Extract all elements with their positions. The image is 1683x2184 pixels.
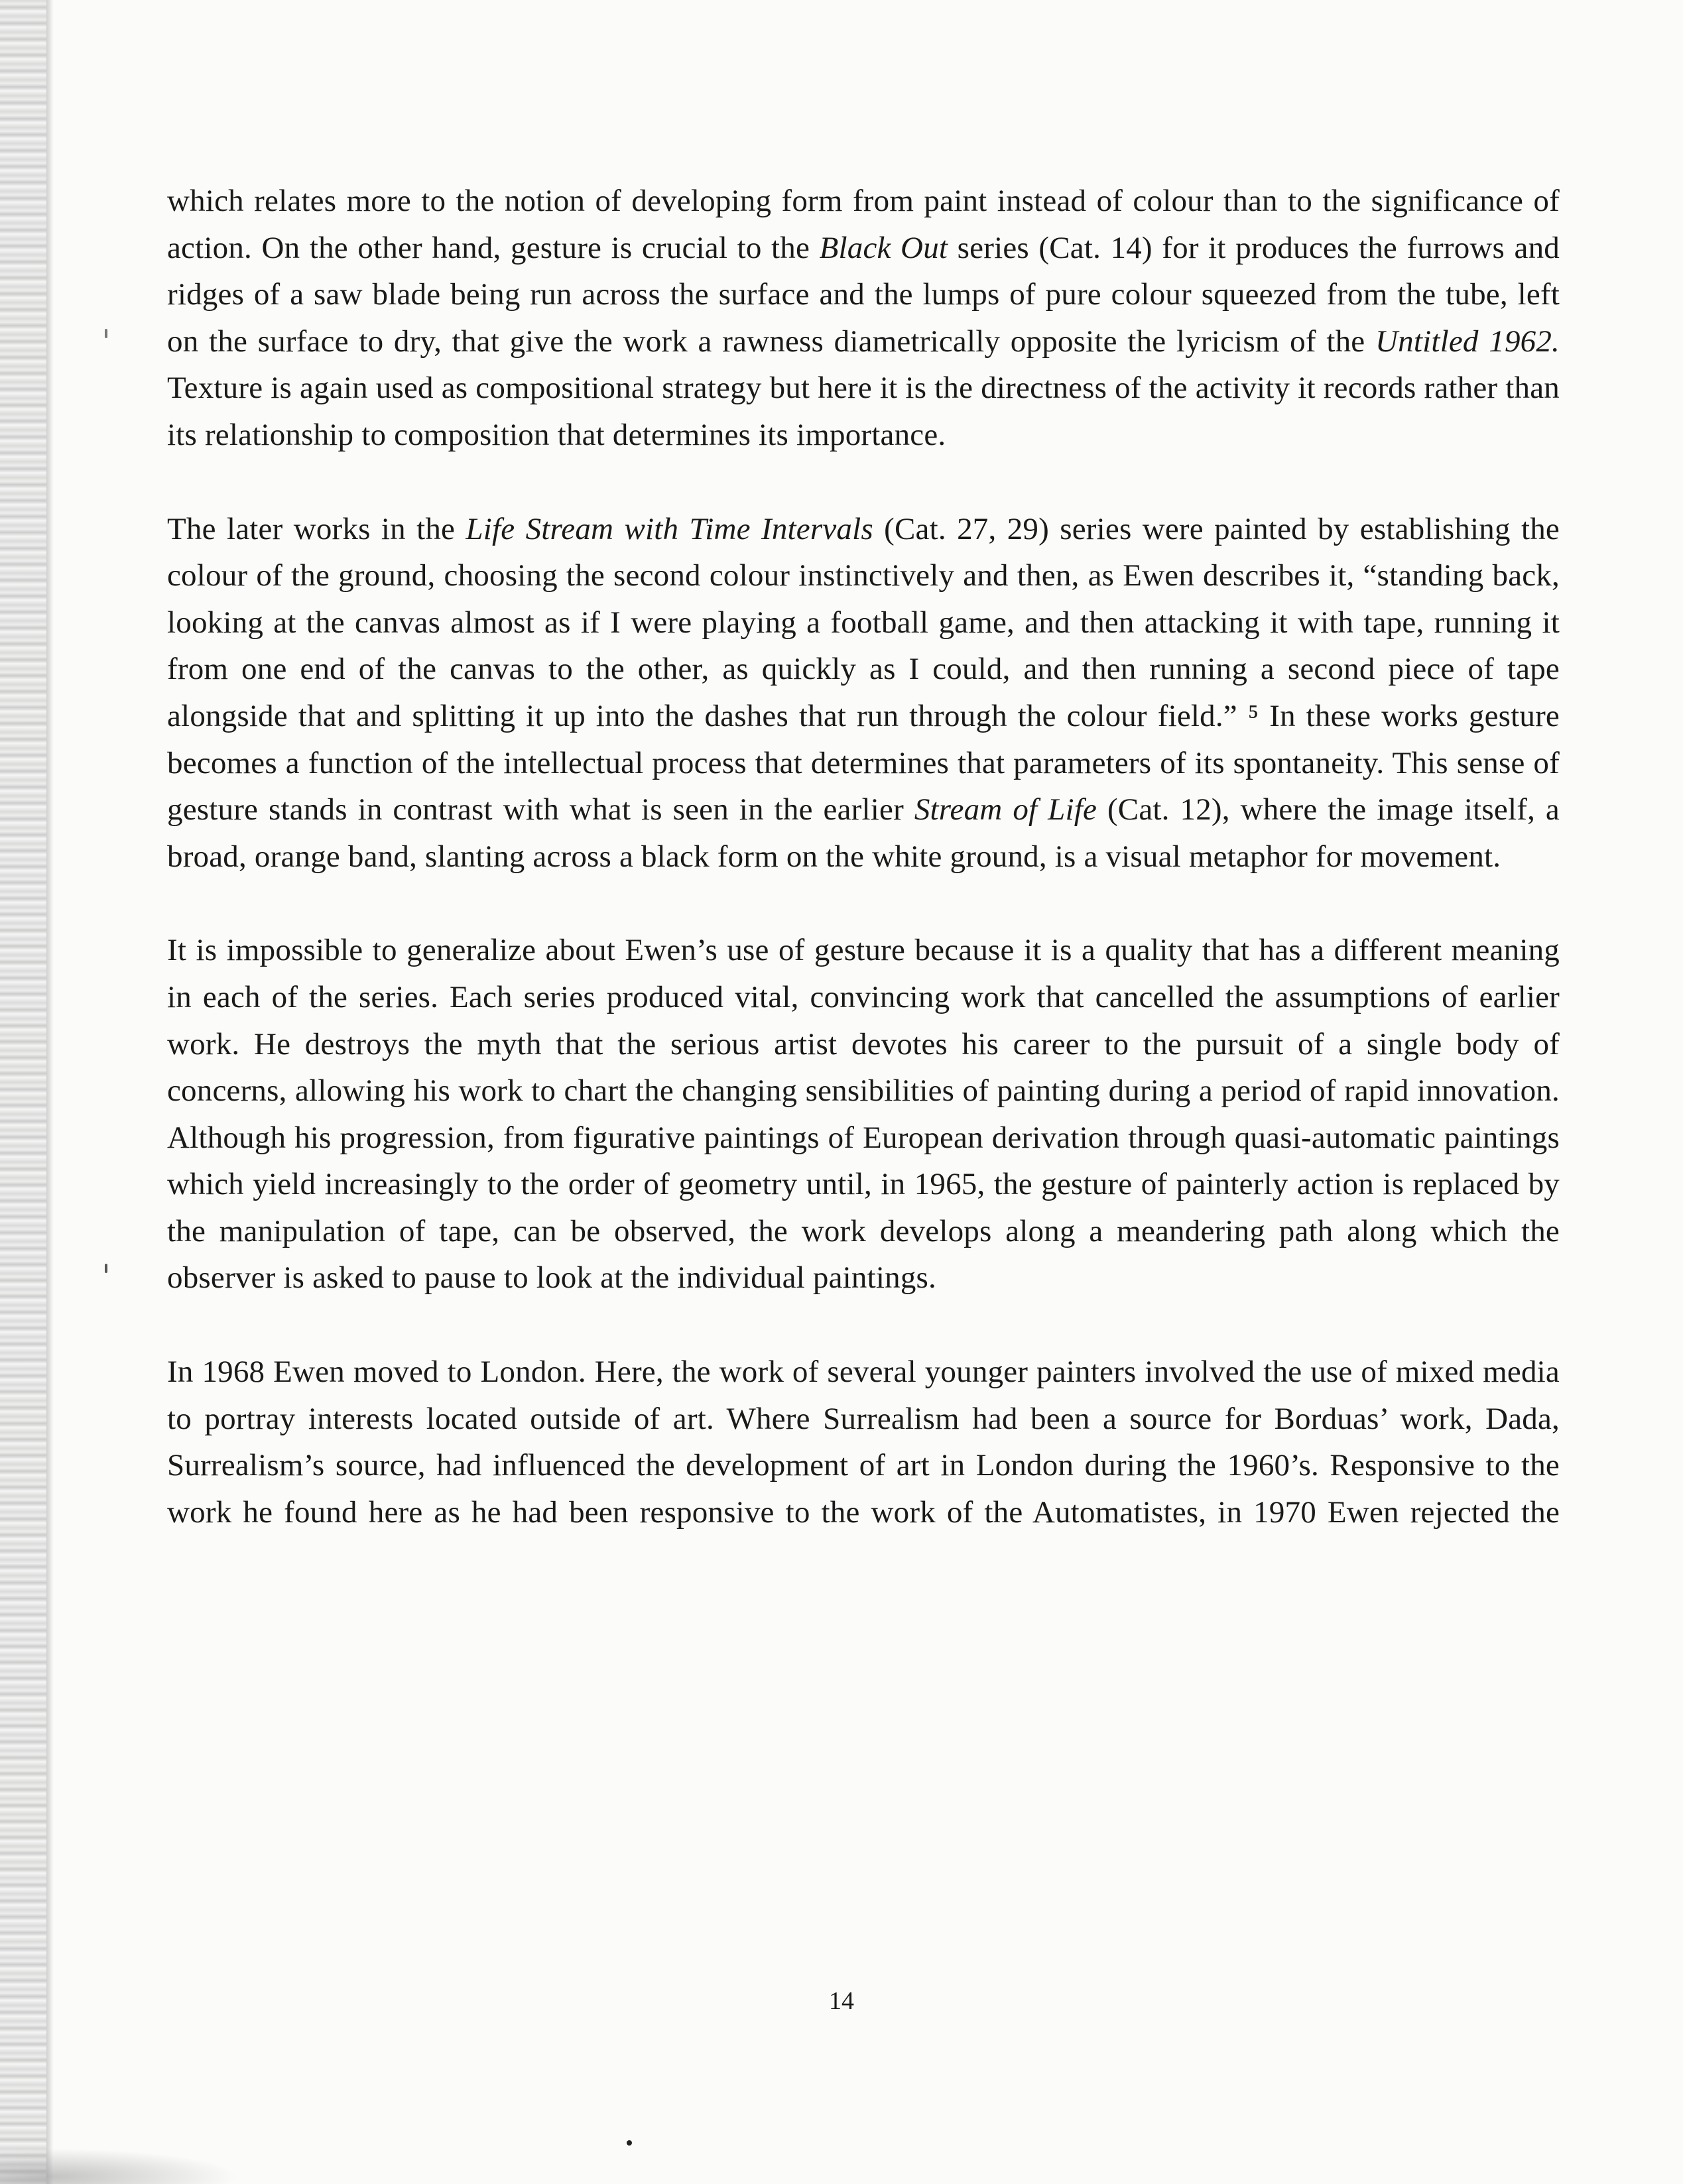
text-run: (Cat. 27, 29) series were painted by establishing the colour of the ground, choosing the second colour instinctively and then, as Ewen describes it, “standing back, looking at the canvas almost as if I were playing a football game, and then attacking it with tape, running it from one end of the canvas to the other, as quickly as I could, and then running a second piece of tape alongside that and splitting it up into the dashes that run through the colour field.” ⁵ In these works gesture becomes a function of the intellectual process that determines that parameters of its spontaneity. This sense of gesture stands in contrast with what is seen in the earlier bbox=[167, 511, 1560, 827]
scan-speck bbox=[105, 329, 107, 338]
italic-title-life-stream: Life Stream with Time Intervals bbox=[466, 511, 873, 546]
scan-smudge bbox=[0, 2148, 239, 2184]
scan-speck bbox=[105, 1264, 107, 1273]
paragraph bbox=[167, 927, 1560, 1302]
body-text bbox=[167, 178, 1560, 1536]
text-run: series (Cat. 14) for it produces the furrows and ridges of a saw blade being run across the surface and the lumps of pure colour squeezed from the tube, left on the surface to dry, that give the work a rawness diametrically opposite the lyricism of the bbox=[167, 230, 1560, 359]
text-run: Texture is again used as compositional strategy but here it is the directness of the activity it records rather than its relationship to composition that determines its importance. bbox=[167, 371, 1560, 452]
scan-binding-edge bbox=[0, 0, 46, 2184]
text-run: which relates more to the notion of developing form from paint instead of colour than to the significance of action. On the other hand, gesture is crucial to the bbox=[167, 184, 1560, 265]
text-run: It is impossible to generalize about Ewen’s use of gesture because it is a quality that has a different meaning in each of the series. Each series produced vital, convincing work that cancelled the assumptions of earlier work. He destroys the myth that the serious artist devotes his career to the pursuit of a single body of concerns, allowing his work to chart the changing sensibilities of painting during a period of rapid innovation. Although his progression, from figurative paintings of European derivation through quasi-automatic paintings which yield increasingly to the order of geometry until, in 1965, the gesture of painterly action is replaced by the manipulation of tape, can be observed, the work develops along a meandering path along which the observer is asked to pause to look at the individual paintings. bbox=[167, 933, 1560, 1296]
scan-edge-shadow bbox=[46, 0, 53, 2184]
italic-title-untitled-1962: Untitled 1962. bbox=[1375, 324, 1560, 359]
text-run: The later works in the bbox=[167, 511, 466, 546]
italic-title-black-out: Black Out bbox=[819, 230, 948, 265]
paragraph bbox=[167, 1349, 1560, 1536]
text-run: (Cat. 12), where the image itself, a broad, orange band, slanting across a black form on the white ground, is a visual metaphor for movement. bbox=[167, 792, 1560, 874]
text-run: In 1968 Ewen moved to London. Here, the work of several younger painters involved the use of mixed media to portray interests located outside of art. Where Surrealism had been a source for Borduas’ work, Dada, Surrealism’s source, had influenced the development of art in London during the 1960’s. Responsive to the work he found here as he had been responsive to the work of the Automatistes, in 1970 Ewen rejected the bbox=[167, 1355, 1560, 1530]
italic-title-stream-of-life: Stream of Life bbox=[914, 792, 1097, 827]
paragraph bbox=[167, 506, 1560, 880]
scan-speck bbox=[627, 2140, 632, 2146]
page-number: 14 bbox=[829, 1987, 854, 2015]
paragraph bbox=[167, 178, 1560, 459]
